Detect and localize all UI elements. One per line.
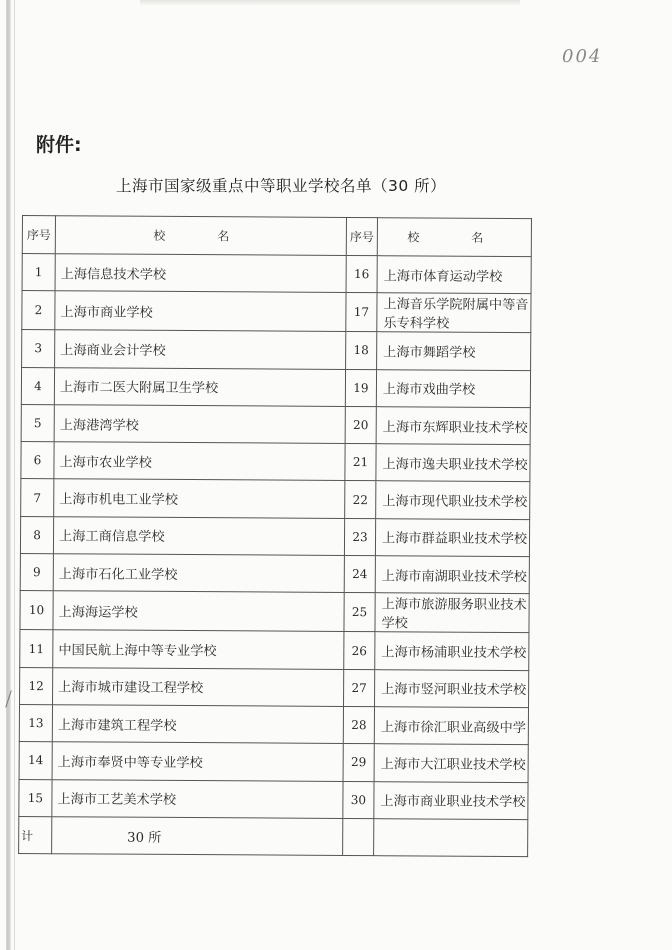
attachment-label: 附件: xyxy=(36,134,82,156)
table-row xyxy=(21,404,530,444)
row-no-right: 21 xyxy=(345,444,376,481)
school-name-right: 上海市徐汇职业高级中学 xyxy=(374,707,528,745)
school-name-right: 上海市东辉职业技术学校 xyxy=(376,407,530,445)
row-no-left: 8 xyxy=(20,516,53,553)
school-name-right: 上海市商业职业技术学校 xyxy=(374,781,528,819)
table-total-row xyxy=(19,816,528,856)
header-no-left: 序号 xyxy=(22,216,55,254)
school-name-right: 上海市竖河职业技术学校 xyxy=(375,669,529,707)
scan-top-shadow xyxy=(140,0,520,6)
school-name-left: 上海港湾学校 xyxy=(54,405,345,444)
row-no-right: 19 xyxy=(345,369,376,406)
header-no-right: 序号 xyxy=(346,217,377,255)
table-row xyxy=(19,704,528,744)
school-list-table xyxy=(18,215,532,857)
school-name-right: 上海市舞蹈学校 xyxy=(377,332,531,370)
school-name-left: 上海市机电工业学校 xyxy=(54,479,345,518)
table-row xyxy=(20,516,529,556)
row-no-right: 22 xyxy=(345,481,376,518)
document-title: 上海市国家级重点中等职业学校名单（30 所） xyxy=(116,177,447,195)
row-no-right: 29 xyxy=(343,744,374,781)
table-row xyxy=(22,254,531,294)
table-row xyxy=(20,667,529,707)
school-name-right: 上海市戏曲学校 xyxy=(376,369,530,407)
scan-edge-line xyxy=(14,0,15,950)
table-row xyxy=(22,291,531,333)
row-no-right: 18 xyxy=(346,332,377,369)
row-no-right: 26 xyxy=(344,632,375,669)
table-header-row xyxy=(22,216,531,257)
row-no-right: 27 xyxy=(344,669,375,706)
table-row xyxy=(20,630,529,670)
school-name-right: 上海市旅游服务职业技术学校 xyxy=(375,593,529,633)
table-row xyxy=(21,479,530,519)
row-no-right: 23 xyxy=(344,518,375,555)
row-no-left: 12 xyxy=(20,667,53,704)
header-name-right: 校 名 xyxy=(377,218,531,257)
header-name-left: 校 名 xyxy=(55,216,346,256)
row-no-right: 20 xyxy=(345,406,376,443)
school-name-left: 上海海运学校 xyxy=(53,591,344,632)
school-name-right: 上海音乐学院附属中等音乐专科学校 xyxy=(377,293,531,333)
school-name-left: 上海市二医大附属卫生学校 xyxy=(54,367,345,406)
table-row xyxy=(19,779,528,819)
school-name-left: 上海商业会计学校 xyxy=(55,330,346,369)
row-no-right: 24 xyxy=(344,556,375,593)
row-no-left: 14 xyxy=(19,742,52,779)
row-no-right: 25 xyxy=(344,593,375,632)
school-name-left: 中国民航上海中等专业学校 xyxy=(53,630,344,669)
school-name-left: 上海市城市建设工程学校 xyxy=(53,667,344,706)
school-name-right: 上海市群益职业技术学校 xyxy=(375,518,529,556)
row-no-left: 1 xyxy=(22,254,55,291)
table-row xyxy=(22,330,531,370)
row-no-right: 17 xyxy=(346,293,377,332)
table-row xyxy=(21,367,530,407)
school-name-right: 上海市逸夫职业技术学校 xyxy=(376,444,530,482)
table-row xyxy=(21,442,530,482)
school-name-right: 上海市南湖职业技术学校 xyxy=(375,556,529,594)
total-label: 计 xyxy=(19,816,52,853)
row-no-left: 5 xyxy=(21,404,54,441)
row-no-right: 30 xyxy=(343,781,374,818)
school-name-left: 上海市工艺美术学校 xyxy=(52,779,343,818)
row-no-left: 9 xyxy=(20,554,53,591)
row-no-left: 13 xyxy=(19,704,52,741)
school-name-left: 上海市农业学校 xyxy=(54,442,345,481)
school-name-right: 上海市杨浦职业技术学校 xyxy=(375,632,529,670)
row-no-left: 10 xyxy=(20,591,53,630)
school-name-right: 上海市大江职业技术学校 xyxy=(374,744,528,782)
scan-left-edge xyxy=(6,0,11,950)
school-name-left: 上海信息技术学校 xyxy=(55,254,346,293)
row-no-right: 16 xyxy=(346,255,377,292)
school-name-left: 上海市石化工业学校 xyxy=(53,554,344,593)
row-no-left: 7 xyxy=(21,479,54,516)
school-name-right: 上海市体育运动学校 xyxy=(377,256,531,294)
school-name-left: 上海市商业学校 xyxy=(55,291,346,332)
school-name-left: 上海工商信息学校 xyxy=(53,516,344,555)
school-name-right: 上海市现代职业技术学校 xyxy=(376,481,530,519)
total-empty-name xyxy=(374,819,528,857)
school-name-left: 上海市建筑工程学校 xyxy=(52,705,343,744)
row-no-left: 2 xyxy=(22,291,55,330)
row-no-left: 11 xyxy=(20,630,53,667)
page-number: 004 xyxy=(562,46,603,67)
table-row xyxy=(20,591,529,633)
row-no-left: 4 xyxy=(21,367,54,404)
table-row xyxy=(20,554,529,594)
row-no-right: 28 xyxy=(343,706,374,743)
row-no-left: 6 xyxy=(21,442,54,479)
row-no-left: 15 xyxy=(19,779,52,816)
total-empty-no xyxy=(343,818,374,855)
table-row xyxy=(19,742,528,782)
school-name-left: 上海市奉贤中等专业学校 xyxy=(52,742,343,781)
row-no-left: 3 xyxy=(22,330,55,367)
total-value: 30 所 xyxy=(52,817,343,856)
